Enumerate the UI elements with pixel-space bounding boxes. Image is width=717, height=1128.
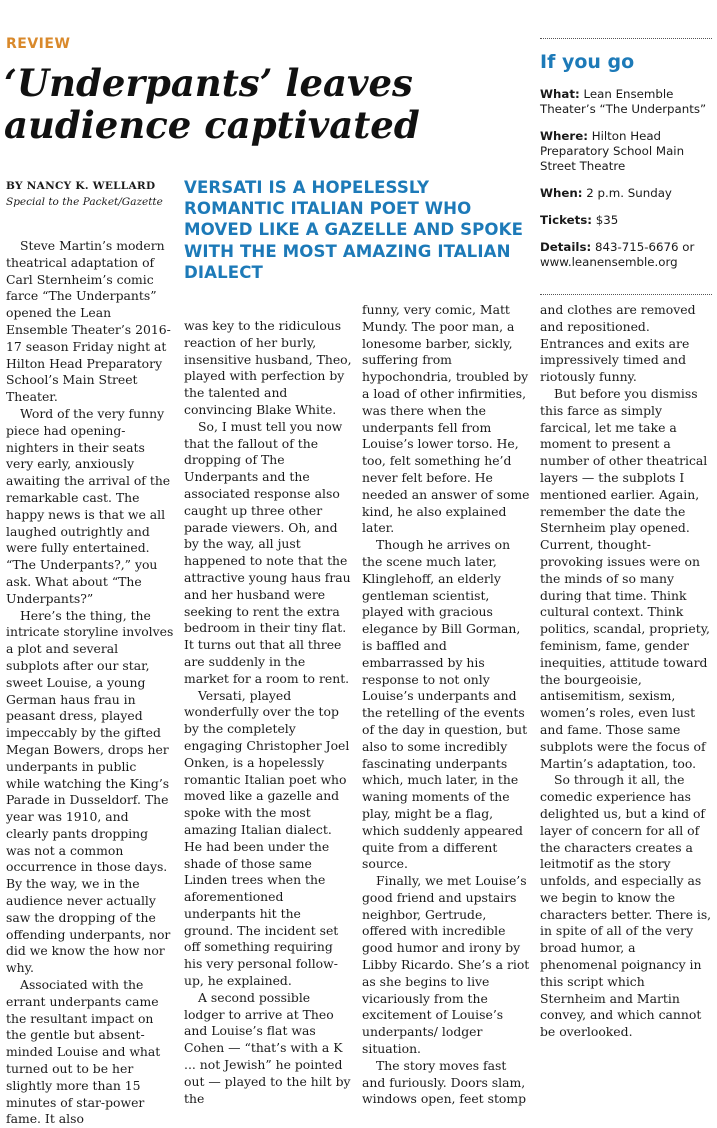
paragraph: The story moves fast and furiously. Doors slam, windows open, feet stomp	[362, 1057, 527, 1107]
info-label: What:	[540, 87, 580, 101]
info-value: 2 p.m. Sunday	[586, 186, 672, 200]
paragraph: Though he arrives on the scene much later, Klinglehoff, an elderly gentleman scientist, played with gracious elegance by Bill Gorman, is baffled and embarrassed by his response to not only Louise’s underpants and the retelling of the events of the day in question, but also to some incredibly fascinating underpants which, much later, in the waning moments of the play, might be a flag, which suddenly appeared quite from a different source.	[362, 537, 528, 872]
paragraph: was key to the ridiculous reaction of her burly, insensitive husband, Theo, played with perfection by the talented and convincing Blake White.	[184, 318, 352, 417]
paragraph: Finally, we met Louise’s good friend and upstairs neighbor, Gertrude, offered with incredible good humor and irony by Libby Ricardo. She’s a riot as she begins to live vicariously from the excitement of Louise’s underpants/ lodger situation.	[362, 873, 530, 1057]
sidebar-divider	[540, 294, 712, 295]
info-tickets	[540, 213, 712, 228]
headline	[4, 62, 524, 146]
paragraph: A second possible lodger to arrive at Theo and Louise’s flat was Cohen — “that’s with a K ... not Jewish” he pointed out — played to the hilt by the	[184, 989, 351, 1106]
paragraph: Word of the very funny piece had opening-nighters in their seats very early, anxiously awaiting the arrival of the remarkable cast. The happy news is that we all laughed outrightly and were fully entertained. “The Underpants?,” you ask. What about “The Underpants?”	[6, 405, 171, 606]
headline-line-2: audience captivated	[4, 103, 420, 148]
byline: BY NANCY K. WELLARD	[6, 180, 156, 192]
info-what	[540, 87, 712, 117]
paragraph: funny, very comic, Matt Mundy. The poor man, a lonesome barber, sickly, suffering from hypochondria, troubled by a load of other infirmities, was there when the underpants fell from Louise’s lower torso. He, too, felt something he’d never felt before. He needed an answer of some kind, he also explained later.	[362, 302, 530, 536]
article-column-1	[6, 238, 174, 1128]
paragraph: Steve Martin’s modern theatrical adaptation of Carl Sternheim’s comic farce “The Underpants” opened the Lean Ensemble Theater’s 2016-17 season Friday night at Hilton Head Preparatory School’s Main Street Theater.	[6, 238, 171, 405]
paragraph: So through it all, the comedic experience has delighted us, but a kind of layer of concern for all of the characters creates a leitmotif as the story unfolds, and especially as we begin to know the characters better. There is, in spite of all of the very broad humor, a phenomenal poignancy in this script which Sternheim and Martin convey, and which cannot be overlooked.	[540, 772, 712, 1040]
info-label: Where:	[540, 129, 588, 143]
article-column-3	[362, 302, 530, 1108]
article-column-4	[540, 302, 712, 1041]
paragraph: So, I must tell you now that the fallout of the dropping of The Underpants and the associated response also caught up three other parade viewers. Oh, and by the way, all just happened to note that the attractive young haus frau and her husband were seeking to rent the extra bedroom in their tiny flat. It turns out that all three are suddenly in the market for a room to rent.	[184, 418, 351, 686]
info-label: Tickets:	[540, 213, 592, 227]
pull-quote: VERSATI IS A HOPELESSLY ROMANTIC ITALIAN POET WHO MOVED LIKE A GAZELLE AND SPOKE WITH THE MOST AMAZING ITALIAN DIALECT	[184, 178, 524, 282]
info-value: 843-715-6676 or www.leanensemble.org	[540, 240, 695, 269]
info-details	[540, 240, 712, 270]
paragraph: Here’s the thing, the intricate storyline involves a plot and several subplots after our star, sweet Louise, a young German haus frau in peasant dress, played impeccably by the gifted Megan Bowers, drops her underpants in public while watching the King’s Parade in Dusseldorf. The year was 1910, and clearly pants dropping was not a common occurrence in those days. By the way, we in the audience never actually saw the dropping of the offending underpants, nor did we know the how nor why.	[6, 607, 174, 976]
info-label: When:	[540, 186, 583, 200]
if-you-go-sidebar	[540, 38, 712, 282]
info-value: $35	[595, 213, 619, 227]
info-label: Details:	[540, 240, 592, 254]
sidebar-title: If you go	[540, 51, 635, 73]
paragraph: and clothes are removed and repositioned. Entrances and exits are impressively timed and riotously funny.	[540, 302, 696, 385]
section-kicker: REVIEW	[6, 36, 71, 52]
article-column-2	[184, 318, 352, 1107]
byline-credit: Special to the Packet/Gazette	[6, 196, 163, 208]
paragraph: Versati, played wonderfully over the top by the completely engaging Christopher Joel Onken, is a hopelessly romantic Italian poet who moved like a gazelle and spoke with the most amazing Italian dialect. He had been under the shade of those same Linden trees when the aforementioned underpants hit the ground. The incident set off something requiring his very personal follow-up, he explained.	[184, 687, 350, 989]
info-value: Lean Ensemble Theater’s “The Underpants”	[540, 87, 707, 116]
info-when	[540, 186, 712, 201]
headline-line-1: ‘Underpants’ leaves	[4, 61, 413, 105]
info-value: Hilton Head Preparatory School Main Street Theatre	[540, 129, 685, 173]
paragraph: But before you dismiss this farce as simply farcical, let me take a moment to present a number of other theatrical layers — the subplots I mentioned earlier. Again, remember the date the Sternheim play opened. Current, thought-provoking issues were on the minds of so many during that time. Think cultural context. Think politics, scandal, propriety, feminism, fame, gender inequities, attitude toward the bourgeoisie, antisemitism, sexism, women’s roles, even lust and fame. Those same subplots were the focus of Martin’s adaptation, too.	[540, 385, 710, 771]
paragraph: Associated with the errant underpants came the resultant impact on the gentle but absent-minded Louise and what turned out to be her slightly more than 15 minutes of star-power fame. It also	[6, 977, 161, 1127]
info-where	[540, 129, 712, 174]
